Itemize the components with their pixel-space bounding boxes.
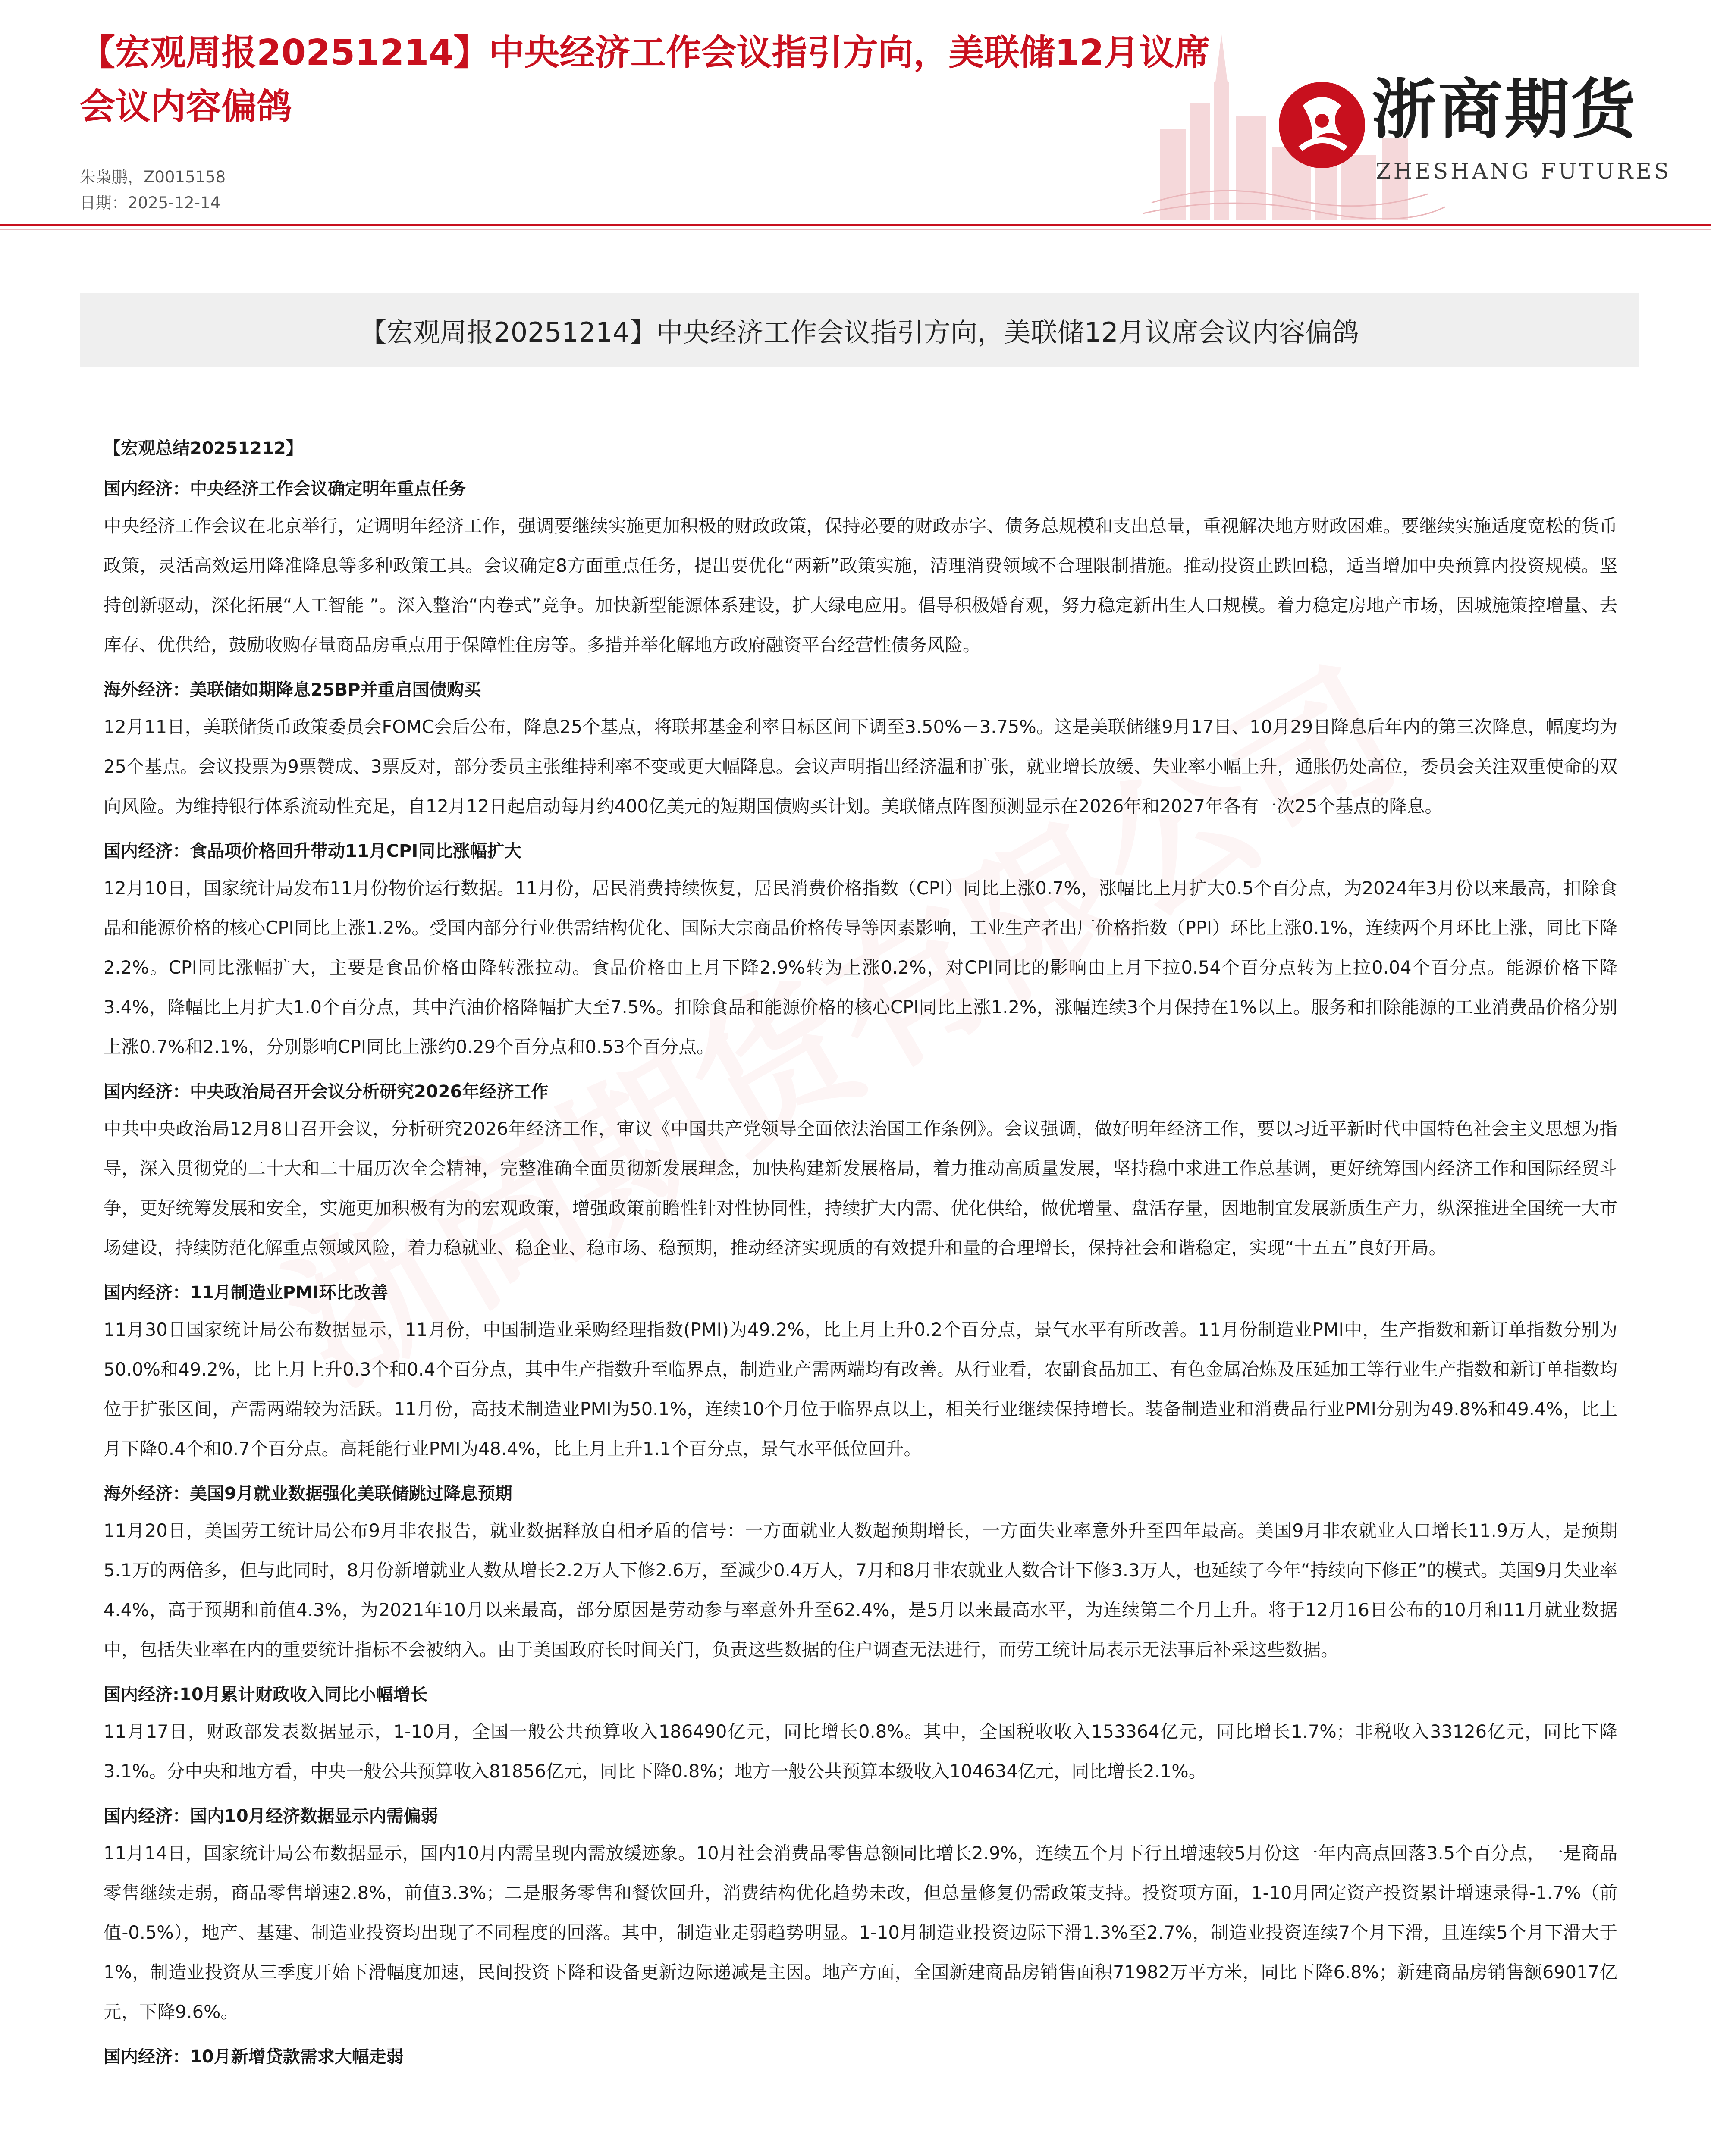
section-body: 12月11日，美联储货币政策委员会FOMC会后公布，降息25个基点，将联邦基金利率目标区间下调至3.50%－3.75%。这是美联储继9月17日、10月29日降息后年内的第三次降息，幅度均为25个基点。会议投票为9票赞成、3票反对，部分委员主张维持利率不变或更大幅降息。会议声明指出经济温和扩张，就业增长放缓、失业率小幅上升，通胀仍处高位，委员会关注双重使命的双向风险。为维持银行体系流动性充足，自12月12日起启动每月约400亿美元的短期国债购买计划。美联储点阵图预测显示在2026年和2027年各有一次25个基点的降息。	[104, 716, 1617, 817]
section-body: 11月14日，国家统计局公布数据显示，国内10月内需呈现内需放缓迹象。10月社会消费品零售总额同比增长2.9%，连续五个月下行且增速较5月份这一年内高点回落3.5个百分点，一是商品零售继续走弱，商品零售增速2.8%，前值3.3%；二是服务零售和餐饮回升，消费结构优化趋势未改，但总量修复仍需政策支持。投资项方面，1-10月固定资产投资累计增速录得-1.7%（前值-0.5%），地产、基建、制造业投资均出现了不同程度的回落。其中，制造业走弱趋势明显。1-10月制造业投资边际下滑1.3%至2.7%，制造业投资连续7个月下滑，且连续5个月下滑大于1%，制造业投资从三季度开始下滑幅度加速，民间投资下降和设备更新边际递减是主因。地产方面，全国新建商品房销售面积71982万平方米，同比下降6.8%；新建商品房销售额69017亿元，下降9.6%。	[104, 1843, 1617, 2022]
logo-chinese-name: 浙商期货	[1372, 72, 1638, 147]
summary-heading: 【宏观总结20251212】	[104, 439, 303, 458]
header-divider-thin	[0, 229, 1711, 230]
section-heading: 国内经济：国内10月经济数据显示内需偏弱	[104, 1806, 438, 1826]
document-title-bar: 【宏观周报20251214】中央经济工作会议指引方向，美联储12月议席会议内容偏鸽	[80, 293, 1639, 367]
report-title: 【宏观周报20251214】中央经济工作会议指引方向，美联储12月议席会议内容偏鸽	[80, 32, 1210, 127]
section-body: 11月30日国家统计局公布数据显示，11月份，中国制造业采购经理指数(PMI)为49.2%，比上月上升0.2个百分点，景气水平有所改善。11月份制造业PMI中，生产指数和新订单指数分别为50.0%和49.2%，比上月上升0.3个和0.4个百分点，其中生产指数升至临界点，制造业产需两端均有改善。从行业看，农副食品加工、有色金属冶炼及压延加工等行业生产指数和新订单指数均位于扩张区间，产需两端较为活跃。11月份，高技术制造业PMI为50.1%，连续10个月位于临界点以上，相关行业继续保持增长。装备制造业和消费品行业PMI分别为49.8%和49.4%，比上月下降0.4个和0.7个百分点。高耗能行业PMI为48.4%，比上月上升1.1个百分点，景气水平低位回升。	[104, 1319, 1617, 1459]
date-line: 日期：2025-12-14	[80, 194, 221, 212]
section-heading: 国内经济：10月新增贷款需求大幅走弱	[104, 2047, 404, 2067]
section-heading: 国内经济：中央政治局召开会议分析研究2026年经济工作	[104, 1082, 549, 1102]
section-body: 中共中央政治局12月8日召开会议，分析研究2026年经济工作，审议《中国共产党领导全面依法治国工作条例》。会议强调，做好明年经济工作，要以习近平新时代中国特色社会主义思想为指导，深入贯彻党的二十大和二十届历次全会精神，完整准确全面贯彻新发展理念，加快构建新发展格局，着力推动高质量发展，坚持稳中求进工作总基调，更好统筹国内经济工作和国际经贸斗争，更好统筹发展和安全，实施更加积极有为的宏观政策，增强政策前瞻性针对性协同性，持续扩大内需、优化供给，做优增量、盘活存量，因地制宜发展新质生产力，纵深推进全国统一大市场建设，持续防范化解重点领域风险，着力稳就业、稳企业、稳市场、稳预期，推动经济实现质的有效提升和量的合理增长，保持社会和谐稳定，实现“十五五”良好开局。	[104, 1118, 1617, 1258]
zheshang-logo-icon	[1277, 80, 1367, 170]
report-body	[104, 431, 1617, 2074]
section-heading: 国内经济：11月制造业PMI环比改善	[104, 1283, 388, 1303]
section-body: 12月10日，国家统计局发布11月份物价运行数据。11月份，居民消费持续恢复，居民消费价格指数（CPI）同比上涨0.7%，涨幅比上月扩大0.5个百分点，为2024年3月份以来最高，扣除食品和能源价格的核心CPI同比上涨1.2%。受国内部分行业供需结构优化、国际大宗商品价格传导等因素影响，工业生产者出厂价格指数（PPI）环比上涨0.1%，连续两个月环比上涨，同比下降2.2%。CPI同比涨幅扩大，主要是食品价格由降转涨拉动。食品价格由上月下降2.9%转为上涨0.2%，对CPI同比的影响由上月下拉0.54个百分点转为上拉0.04个百分点。能源价格下降3.4%，降幅比上月扩大1.0个百分点，其中汽油价格降幅扩大至7.5%。扣除食品和能源价格的核心CPI同比上涨1.2%，涨幅连续3个月保持在1%以上。服务和扣除能源的工业消费品价格分别上涨0.7%和2.1%，分别影响CPI同比上涨约0.29个百分点和0.53个百分点。	[104, 877, 1617, 1057]
section-body: 11月17日，财政部发表数据显示，1-10月，全国一般公共预算收入186490亿元，同比增长0.8%。其中，全国税收收入153364亿元，同比增长1.7%；非税收入33126亿元，同比下降3.1%。分中央和地方看，中央一般公共预算收入81856亿元，同比下降0.8%；地方一般公共预算本级收入104634亿元，同比增长2.1%。	[104, 1721, 1617, 1782]
section-heading: 国内经济：中央经济工作会议确定明年重点任务	[104, 479, 466, 499]
logo-english-name: ZHESHANG FUTURES	[1376, 159, 1672, 184]
section-body: 中央经济工作会议在北京举行，定调明年经济工作，强调要继续实施更加积极的财政政策，保持必要的财政赤字、债务总规模和支出总量，重视解决地方财政困难。要继续实施适度宽松的货币政策，灵活高效运用降准降息等多种政策工具。会议确定8方面重点任务，提出要优化“两新”政策实施，清理消费领域不合理限制措施。推动投资止跌回稳，适当增加中央预算内投资规模。坚持创新驱动，深化拓展“人工智能 ”。深入整治“内卷式”竞争。加快新型能源体系建设，扩大绿电应用。倡导积极婚育观，努力稳定新出生人口规模。着力稳定房地产市场，因城施策控增量、去库存、优供给，鼓励收购存量商品房重点用于保障性住房等。多措并举化解地方政府融资平台经营性债务风险。	[104, 515, 1617, 655]
section-heading: 国内经济：食品项价格回升带动11月CPI同比涨幅扩大	[104, 841, 522, 861]
section-heading: 海外经济：美国9月就业数据强化美联储跳过降息预期	[104, 1484, 512, 1504]
section-heading: 海外经济：美联储如期降息25BP并重启国债购买	[104, 680, 481, 700]
author-line: 朱枭鹏，Z0015158	[80, 168, 226, 186]
section-heading: 国内经济:10月累计财政收入同比小幅增长	[104, 1685, 428, 1705]
header-divider	[0, 224, 1711, 226]
section-body: 11月20日，美国劳工统计局公布9月非农报告，就业数据释放自相矛盾的信号：一方面就业人数超预期增长，一方面失业率意外升至四年最高。美国9月非农就业人口增长11.9万人，是预期5.1万的两倍多，但与此同时，8月份新增就业人数从增长2.2万人下修2.6万，至减少0.4万人，7月和8月非农就业人数合计下修3.3万人，也延续了今年“持续向下修正”的模式。美国9月失业率4.4%，高于预期和前值4.3%，为2021年10月以来最高，部分原因是劳动参与率意外升至62.4%，是5月以来最高水平，为连续第二个月上升。将于12月16日公布的10月和11月就业数据中，包括失业率在内的重要统计指标不会被纳入。由于美国政府长时间关门，负责这些数据的住户调查无法进行，而劳工统计局表示无法事后补采这些数据。	[104, 1520, 1617, 1660]
